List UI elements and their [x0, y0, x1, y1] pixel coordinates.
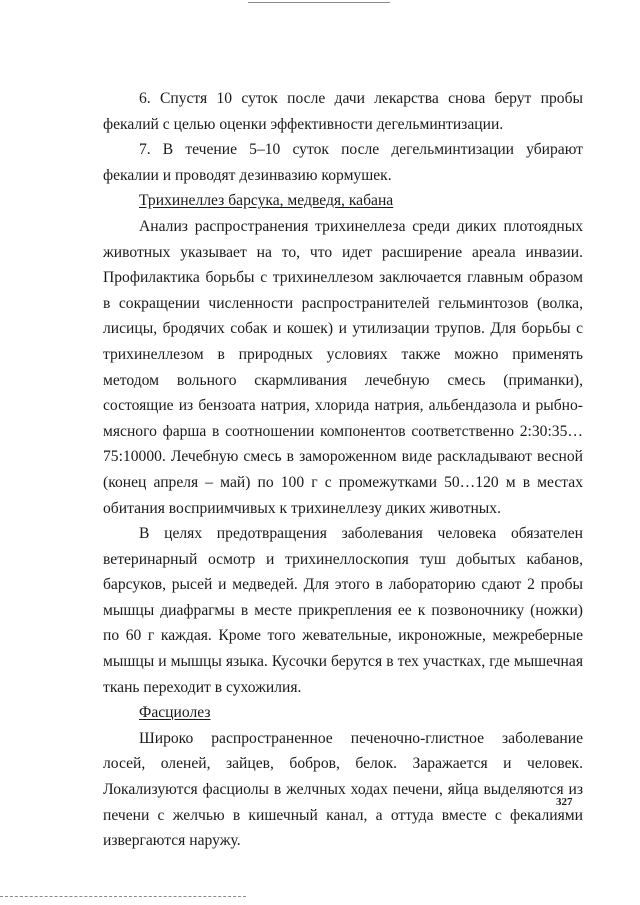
paragraph-fascioliasis-description: Широко распространенное печеночно-глистное заболевание лосей, оленей, зайцев, бобров, белок. Заражается и человек. Локализуются фасциолы в желчных ходах печени, яйца выделяются из печени с желчью в кишечный канал, а оттуда вместе с фекалиями извергаются наружу. — [103, 729, 583, 850]
page-body — [103, 86, 583, 854]
paragraph-step-7: 7. В течение 5–10 суток после дегельминтизации убирают фекалии и проводят дезинвазию кормушек. — [103, 141, 583, 184]
page-number: 327 — [556, 796, 573, 808]
top-scan-rule — [248, 2, 390, 3]
paragraph-step-6: 6. Спустя 10 суток после дачи лекарства снова берут пробы фекалий с целью оценки эффективности дегельминтизации. — [103, 90, 583, 133]
section-heading-fascioliasis-text: Фасциолез — [139, 704, 211, 722]
section-heading-trichinellosis-text: Трихинеллез барсука, медведя, кабана — [139, 192, 394, 210]
paragraph-trichinellosis-analysis: Анализ распространения трихинеллеза среди диких плотоядных животных указывает на то, что идет расширение ареала инвазии. Профилактика борьбы с трихинеллезом заключается главным образом в сокращении численности распространителей гельминтозов (волка, лисицы, бродячих собак и кошек) и утилизации трупов. Для борьбы с трихинеллезом в природных условиях также можно применять методом вольного скармливания лечебную смесь (приманки), состоящие из бензоата натрия, хлорида натрия, альбендазола и рыбно-мясного фарша в соотношении компонентов соответственно 2:30:35…75:10000. Лечебную смесь в замороженном виде раскладывают весной (конец апреля – май) по 100 г с промежутками 50…120 м в местах обитания восприимчивых к трихинеллезу диких животных. — [103, 217, 583, 517]
section-heading-trichinellosis — [103, 188, 583, 214]
paragraph-trichinellosis-prevention: В целях предотвращения заболевания человека обязателен ветеринарный осмотр и трихинеллоскопия туш добытых кабанов, барсуков, рысей и медведей. Для этого в лабораторию сдают 2 пробы мышцы диафрагмы в месте прикрепления ее к позвоночнику (ножки) по 60 г каждая. Кроме того жевательные, икроножные, межреберные мышцы и мышцы языка. Кусочки берутся в тех участках, где мышечная ткань переходит в сухожилия. — [103, 525, 583, 696]
bottom-scan-rule — [0, 896, 246, 897]
section-heading-fascioliasis — [103, 700, 583, 726]
